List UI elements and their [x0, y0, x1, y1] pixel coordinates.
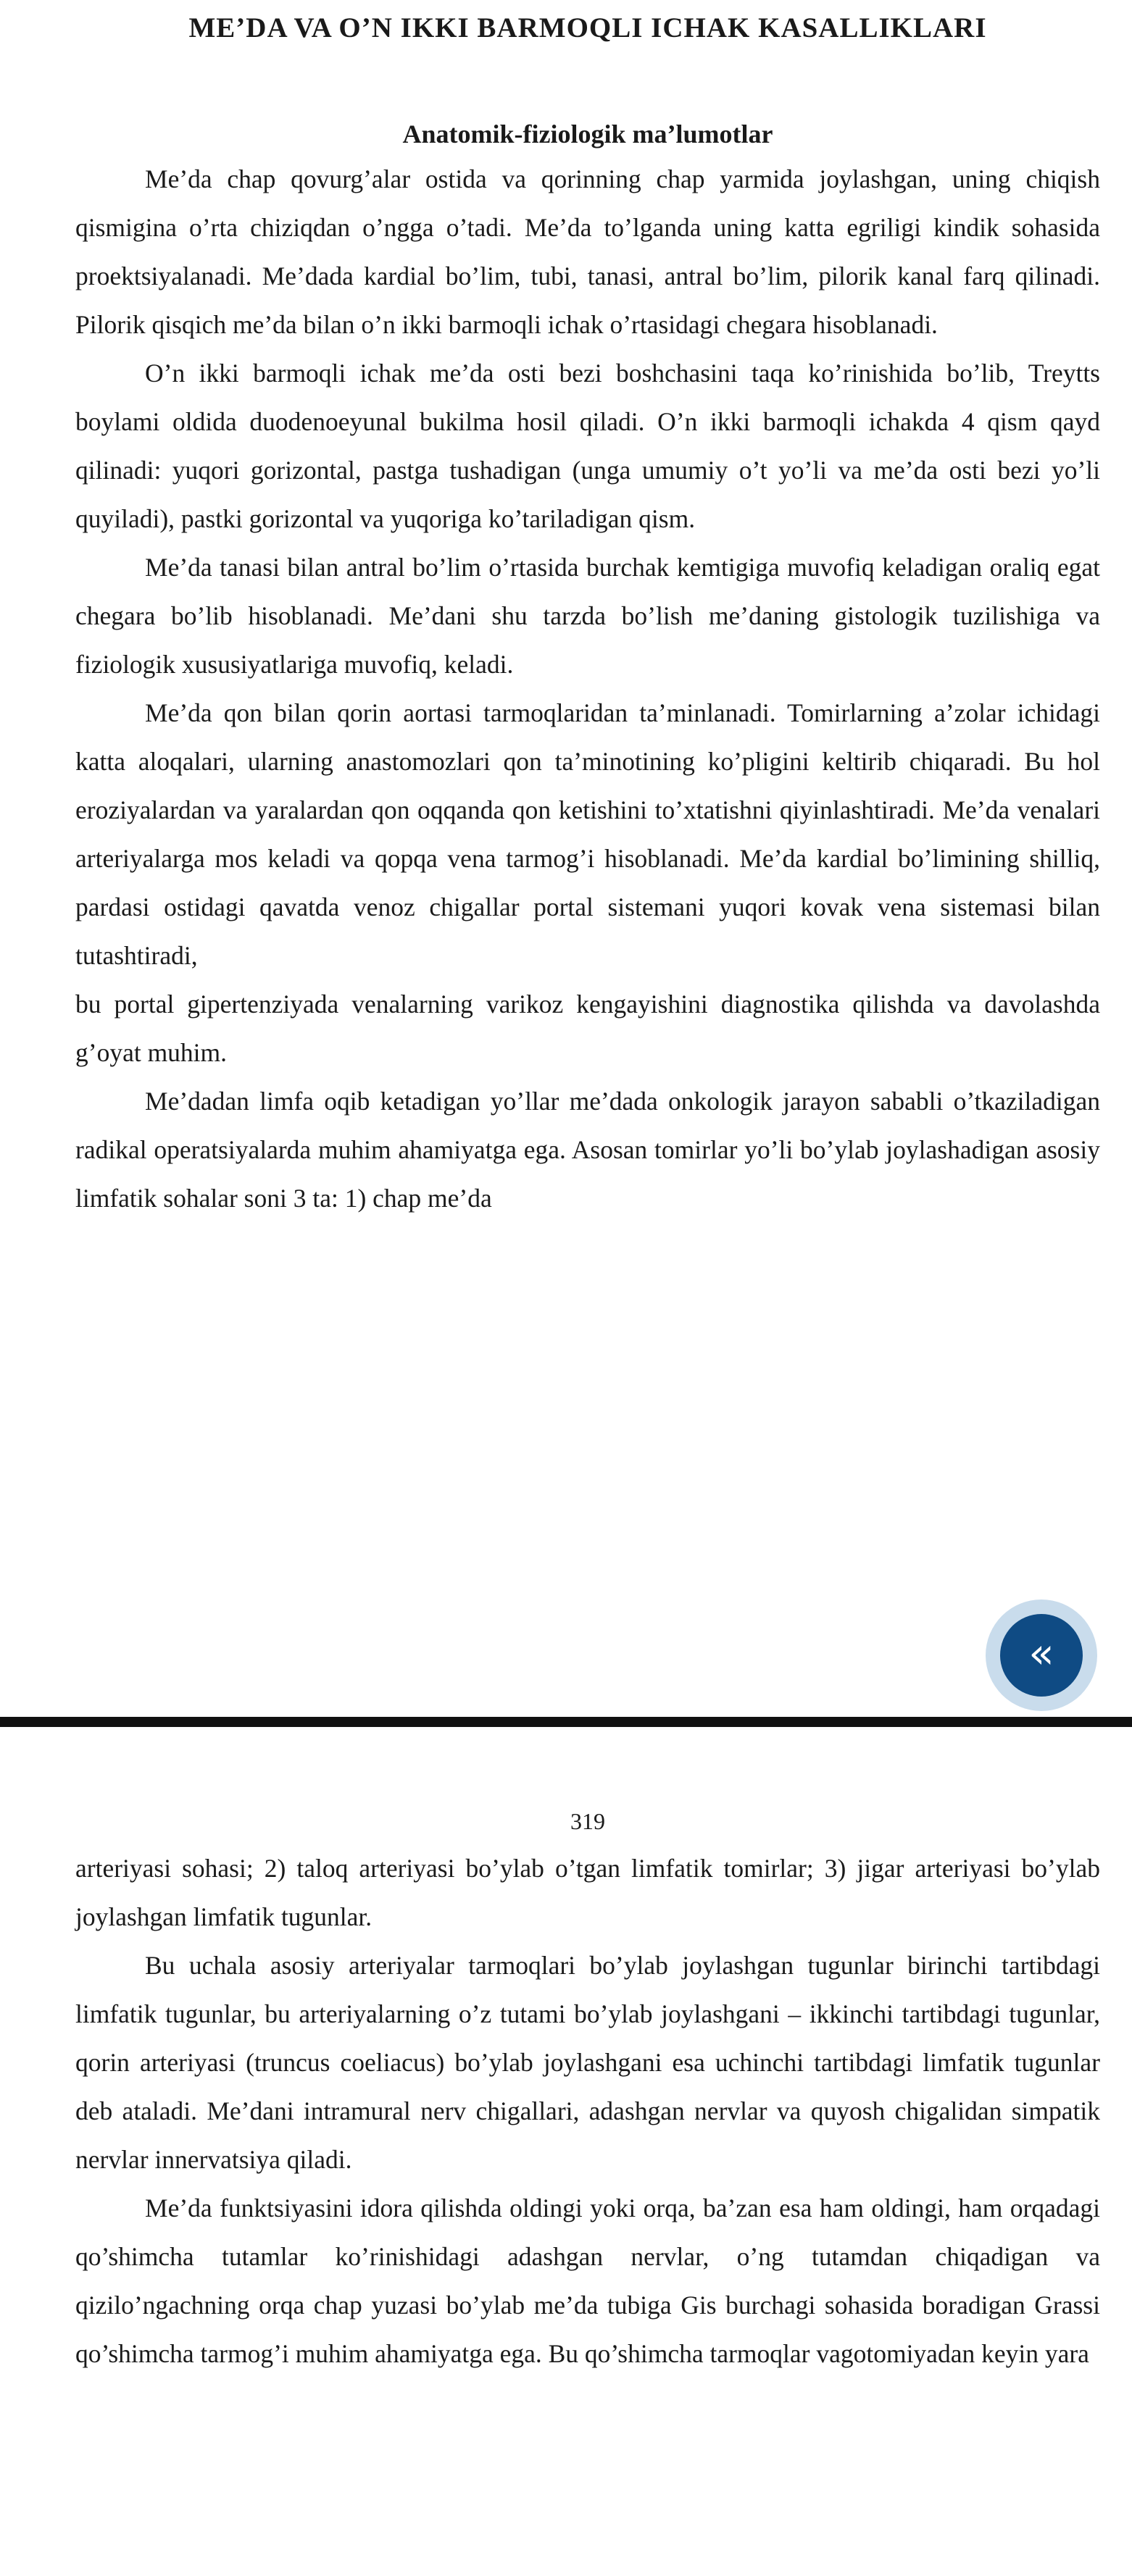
section-heading: Anatomik-fiziologik ma’lumotlar	[402, 120, 773, 149]
paragraph-7: arteriyasi sohasi; 2) taloq arteriyasi bo’ylab o’tgan limfatik tomirlar; 3) jigar arteriyasi bo’ylab joylashgan limfatik tugunlar.	[75, 1854, 1100, 1931]
paragraph-3: Me’da tanasi bilan antral bo’lim o’rtasida burchak kemtigiga muvofiq keladigan oraliq egat chegara bo’lib hisoblanadi. Me’dani shu tarzda bo’lish me’daning gistologik tuzilishiga va fiziologik xususiyatlariga muvofiq, keladi.	[75, 553, 1100, 679]
paragraph-6: Me’dadan limfa oqib ketadigan yo’llar me’dada onkologik jarayon sababli o’tkaziladigan radikal operatsiyalarda muhim ahamiyatga ega. Asosan tomirlar yo’li bo’ylab joylashadigan asosiy limfatik sohalar soni 3 ta: 1) chap me’da	[75, 1087, 1100, 1213]
paragraph-4: Me’da qon bilan qorin aortasi tarmoqlaridan ta’minlanadi. Tomirlarning a’zolar ichidagi katta aloqalari, ularning anastomozlari qon ta’minotining ko’pligini keltirib chiqaradi. Bu hol eroziyalardan va yaralardan qon oqqanda qon ketishini to’xtatishni qiyinlashtiradi. Me’da venalari arteriyalarga mos keladi va qopqa vena tarmog’i hisoblanadi. Me’da kardial bo’limining shilliq, pardasi ostidagi qavatda venoz chigallar portal sistemani yuqori kovak vena sistemasi bilan tutashtiradi,	[75, 698, 1100, 970]
page-number: 319	[570, 1808, 605, 1834]
page-upper-content	[75, 0, 1100, 1223]
page-lower	[0, 1727, 1132, 2576]
chapter-title: ME’DA VA O’N IKKI BARMOQLI ICHAK KASALLIKLARI	[188, 12, 987, 43]
double-chevron-left-icon: «	[1000, 1614, 1083, 1697]
paragraph-9: Me’da funktsiyasini idora qilishda oldingi yoki orqa, ba’zan esa ham oldingi, ham orqadagi qo’shimcha tutamlar ko’rinishidagi adashgan nervlar, o’ng tutamdan chiqadigan va qizilo’ngachning orqa chap yuzasi bo’ylab me’da tubiga Gis burchagi sohasida boradigan Grassi qo’shimcha tarmog’i muhim ahamiyatga ega. Bu qo’shimcha tarmoqlar vagotomiyadan keyin yara	[75, 2194, 1100, 2368]
paragraph-8: Bu uchala asosiy arteriyalar tarmoqlari bo’ylab joylashgan tugunlar birinchi tartibdagi limfatik tugunlar, bu arteriyalarning o’z tutami bo’ylab joylashgani – ikkinchi tartibdagi tugunlar, qorin arteriyasi (truncus coeliacus) bo’ylab joylashgani esa uchinchi tartibdagi limfatik tugunlar deb ataladi. Me’dani intramural nerv chigallari, adashgan nervlar va quyosh chigalidan simpatik nervlar innervatsiya qiladi.	[75, 1951, 1100, 2174]
paragraph-2: O’n ikki barmoqli ichak me’da osti bezi boshchasini taqa ko’rinishida bo’lib, Treytts boylami oldida duodenoeyunal bukilma hosil qiladi. O’n ikki barmoqli ichakda 4 qism qayd qilinadi: yuqori gorizontal, pastga tushadigan (unga umumiy o’t yo’li va me’da osti bezi yo’li quyiladi), pastki gorizontal va yuqoriga ko’tariladigan qism.	[75, 359, 1100, 533]
paragraph-1: Me’da chap qovurg’alar ostida va qorinning chap yarmida joylashgan, uning chiqish qismigina o’rta chiziqdan o’ngga o’tadi. Me’da to’lganda uning katta egriligi kindik sohasida proektsiyalanadi. Me’dada kardial bo’lim, tubi, tanasi, antral bo’lim, pilorik kanal farq qilinadi. Pilorik qisqich me’da bilan o’n ikki barmoqli ichak o’rtasidagi chegara hisoblanadi.	[75, 164, 1100, 339]
page-separator	[0, 1717, 1132, 1727]
page-lower-content	[75, 1727, 1100, 2378]
paragraph-5: bu portal gipertenziyada venalarning varikoz kengayishini diagnostika qilishda va davolashda g’oyat muhim.	[75, 990, 1100, 1067]
collapse-back-button[interactable]	[986, 1599, 1097, 1711]
